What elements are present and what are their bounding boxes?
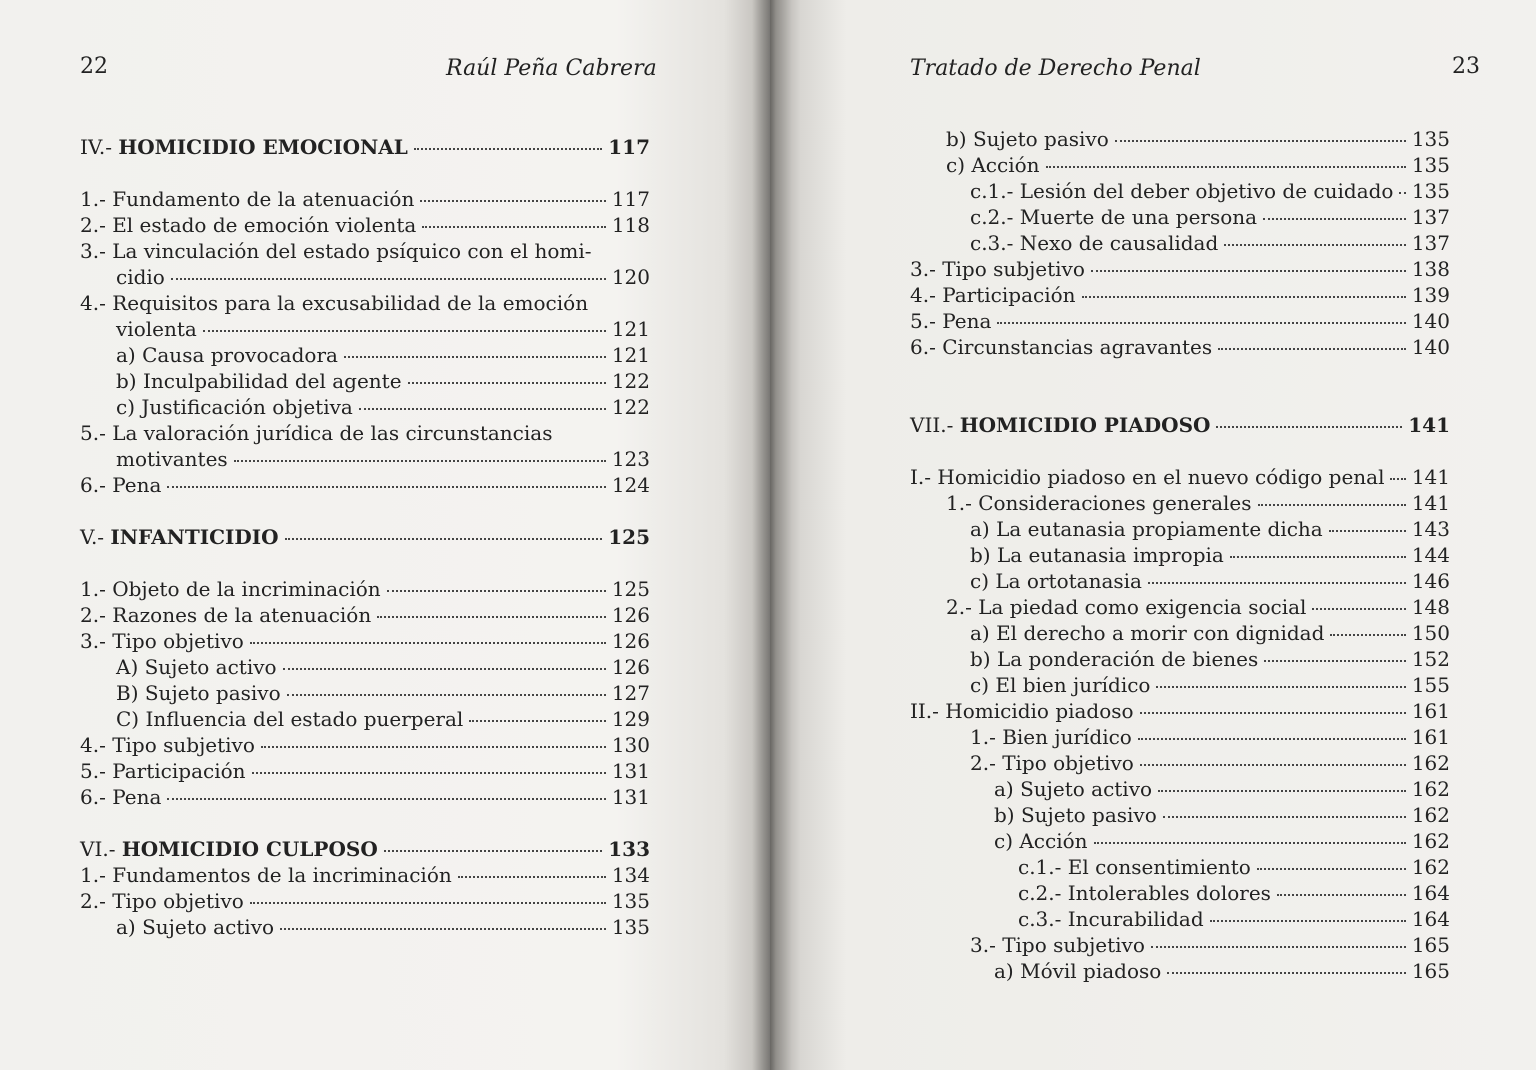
dot-leader — [280, 928, 606, 930]
toc-entry — [80, 316, 650, 342]
running-head: Tratado de Derecho Penal — [910, 56, 1201, 81]
dot-leader — [387, 590, 606, 592]
dot-leader — [420, 200, 605, 202]
toc-entry — [80, 576, 650, 602]
toc-entry-title — [116, 368, 402, 394]
toc-entry — [910, 932, 1450, 958]
toc-page-number: 126 — [611, 603, 650, 627]
toc-entry — [910, 152, 1450, 178]
toc-entry-title — [994, 802, 1157, 828]
toc-page-number: 131 — [611, 759, 650, 783]
dot-leader — [1399, 192, 1405, 194]
toc-spacer — [910, 438, 1450, 464]
toc-page-number: 137 — [1411, 205, 1450, 229]
toc-page-number: 121 — [611, 317, 650, 341]
dot-leader — [285, 538, 603, 540]
toc-entry-text: 1.- Objeto de la incriminación — [80, 577, 381, 601]
toc-entry — [80, 602, 650, 628]
toc-entry-title — [910, 412, 1210, 438]
dot-leader — [252, 772, 606, 774]
toc-entry-title — [80, 238, 592, 264]
toc-entry-title — [994, 958, 1161, 984]
toc-entry-text: 6.- Pena — [80, 473, 162, 497]
toc-entry-text: violenta — [116, 317, 197, 341]
toc-entry — [910, 594, 1450, 620]
toc-spacer — [80, 498, 650, 524]
toc-entry-title — [970, 178, 1393, 204]
toc-entry-title — [970, 620, 1324, 646]
toc-entry-title — [946, 490, 1252, 516]
toc-entry-text: c.3.- Nexo de causalidad — [970, 231, 1219, 255]
toc-entry-title — [80, 628, 244, 654]
toc-entry-title — [970, 750, 1134, 776]
toc-entry-title — [910, 282, 1076, 308]
toc-entry-text: a) Sujeto activo — [116, 915, 275, 939]
toc-entry-title — [80, 602, 371, 628]
toc-entry — [80, 264, 650, 290]
toc-entry-text: motivantes — [116, 447, 228, 471]
toc-entry-title — [116, 706, 463, 732]
dot-leader — [1263, 218, 1406, 220]
toc-page-number: 122 — [611, 369, 650, 393]
toc-page-number: 130 — [611, 733, 650, 757]
toc-entry — [910, 958, 1450, 984]
toc-page-number: 122 — [611, 395, 650, 419]
toc-entry-text: b) La ponderación de bienes — [970, 647, 1259, 671]
toc-entry — [80, 212, 650, 238]
toc-page-number: 146 — [1411, 569, 1450, 593]
toc-entry-text: 3.- Tipo subjetivo — [910, 257, 1085, 281]
toc-entry — [910, 334, 1450, 360]
toc-entry-text: c) Justificación objetiva — [116, 395, 353, 419]
toc-page-number: 164 — [1411, 881, 1450, 905]
dot-leader — [1140, 764, 1406, 766]
toc-entry-title — [910, 334, 1212, 360]
toc-page-number: 162 — [1411, 829, 1450, 853]
toc-page-number: 141 — [1411, 491, 1450, 515]
toc-entry-text: b) Inculpabilidad del agente — [116, 369, 402, 393]
toc-entry-text: c) Acción — [946, 153, 1040, 177]
dot-leader — [250, 902, 606, 904]
toc-entry — [910, 464, 1450, 490]
dot-leader — [469, 720, 605, 722]
dot-leader — [234, 460, 606, 462]
toc-spacer — [80, 160, 650, 186]
toc-section-number: VII.- — [910, 413, 960, 437]
toc-entry-title — [946, 126, 1109, 152]
dot-leader — [1158, 790, 1406, 792]
dot-leader — [344, 356, 606, 358]
toc-entry-title — [994, 828, 1088, 854]
toc-entry — [910, 906, 1450, 932]
toc-entry — [80, 368, 650, 394]
toc-entry-text: HOMICIDIO EMOCIONAL — [118, 135, 408, 159]
dot-leader — [250, 642, 606, 644]
dot-leader — [997, 322, 1405, 324]
toc-page-number: 137 — [1411, 231, 1450, 255]
toc-entry — [80, 472, 650, 498]
toc-entry-title — [80, 888, 244, 914]
toc-page-number: 140 — [1411, 309, 1450, 333]
toc-entry-title — [116, 654, 277, 680]
dot-leader — [1330, 634, 1405, 636]
toc-entry-title — [970, 516, 1323, 542]
dot-leader — [1224, 244, 1406, 246]
dot-leader — [1390, 478, 1405, 480]
toc-entry — [910, 230, 1450, 256]
toc-entry-title — [1018, 880, 1271, 906]
toc-entry — [910, 724, 1450, 750]
toc-entry-text: a) La eutanasia propiamente dicha — [970, 517, 1323, 541]
toc-entry-text: HOMICIDIO PIADOSO — [959, 413, 1211, 437]
toc-entry-title — [910, 256, 1085, 282]
toc-page-number: 162 — [1411, 777, 1450, 801]
toc-page-number: 135 — [1411, 127, 1450, 151]
toc-entry-title — [80, 134, 408, 160]
right-page — [770, 0, 1536, 1070]
toc-entry-text: B) Sujeto pasivo — [116, 681, 281, 705]
toc-page-number: 138 — [1411, 257, 1450, 281]
toc-page-number: 121 — [611, 343, 650, 367]
toc-page-number: 125 — [608, 525, 650, 549]
dot-leader — [1138, 738, 1406, 740]
page-number: 23 — [1452, 54, 1480, 79]
toc-entry-text: 2.- La piedad como exigencia social — [946, 595, 1307, 619]
toc-spacer — [80, 810, 650, 836]
toc-entry — [80, 758, 650, 784]
dot-leader — [283, 668, 606, 670]
toc-section-heading — [80, 836, 650, 862]
toc-page-number: 148 — [1411, 595, 1450, 619]
toc-entry — [910, 620, 1450, 646]
toc-page-number: 135 — [1411, 179, 1450, 203]
toc-entry-text: c) El bien jurídico — [970, 673, 1151, 697]
toc-entry-title — [970, 724, 1132, 750]
dot-leader — [422, 226, 605, 228]
toc-entry-text: 4.- Participación — [910, 283, 1076, 307]
toc-entry-title — [910, 698, 1134, 724]
toc-entry-title — [80, 732, 255, 758]
toc-entry-title — [946, 594, 1306, 620]
toc-entry — [80, 862, 650, 888]
toc-entry-text: I.- Homicidio piadoso en el nuevo código penal — [910, 465, 1385, 489]
toc-page-number: 126 — [611, 655, 650, 679]
running-head: Raúl Peña Cabrera — [446, 56, 657, 81]
toc-entry — [80, 888, 650, 914]
toc-entry-text: 4.- Requisitos para la excusabilidad de la emoción — [80, 291, 589, 315]
toc-spacer — [80, 550, 650, 576]
toc-entry — [80, 394, 650, 420]
toc-page-number: 129 — [611, 707, 650, 731]
dot-leader — [1082, 296, 1406, 298]
toc-entry — [80, 706, 650, 732]
toc-entry-text: a) Móvil piadoso — [994, 959, 1162, 983]
dot-leader — [261, 746, 606, 748]
dot-leader — [1218, 348, 1406, 350]
toc-entry-text: 5.- Participación — [80, 759, 246, 783]
toc-entry-title — [116, 394, 353, 420]
toc-entry-text: 3.- Tipo subjetivo — [970, 933, 1145, 957]
dot-leader — [377, 616, 606, 618]
toc-entry — [80, 446, 650, 472]
toc-entry — [80, 914, 650, 940]
toc-entry — [910, 516, 1450, 542]
toc-section-heading — [80, 134, 650, 160]
toc-entry — [910, 646, 1450, 672]
toc-entry-title — [116, 914, 274, 940]
toc-page-number: 141 — [1411, 465, 1450, 489]
toc-entry-text: 6.- Pena — [80, 785, 162, 809]
toc-spacer — [910, 360, 1450, 386]
toc-entry-title — [80, 420, 552, 446]
table-of-contents — [910, 126, 1450, 984]
toc-entry-title — [946, 152, 1040, 178]
toc-page-number: 117 — [608, 135, 650, 159]
toc-entry-title — [970, 542, 1224, 568]
toc-entry-text: b) La eutanasia impropia — [970, 543, 1224, 567]
dot-leader — [1156, 686, 1405, 688]
toc-entry-title — [80, 836, 378, 862]
dot-leader — [359, 408, 606, 410]
toc-entry-title — [116, 680, 281, 706]
toc-section-number: VI.- — [80, 837, 122, 861]
toc-entry-text: c.1.- Lesión del deber objetivo de cuidado — [970, 179, 1394, 203]
dot-leader — [1210, 920, 1406, 922]
toc-entry-text: c.2.- Intolerables dolores — [1018, 881, 1271, 905]
toc-entry-text: INFANTICIDIO — [110, 525, 279, 549]
toc-page-number: 161 — [1411, 725, 1450, 749]
toc-entry-text: a) Sujeto activo — [994, 777, 1153, 801]
toc-entry-title — [116, 316, 197, 342]
dot-leader — [167, 798, 605, 800]
toc-entry-text: cidio — [116, 265, 165, 289]
toc-entry-title — [910, 464, 1384, 490]
toc-page-number: 135 — [1411, 153, 1450, 177]
toc-entry-text: c) Acción — [994, 829, 1088, 853]
toc-entry-text: HOMICIDIO CULPOSO — [121, 837, 378, 861]
toc-page-number: 162 — [1411, 751, 1450, 775]
toc-entry-title — [80, 758, 246, 784]
toc-page-number: 127 — [611, 681, 650, 705]
toc-page-number: 161 — [1411, 699, 1450, 723]
toc-entry — [80, 420, 650, 446]
page-number: 22 — [80, 54, 108, 79]
toc-page-number: 117 — [611, 187, 650, 211]
toc-entry-text: c) La ortotanasia — [970, 569, 1142, 593]
toc-entry-title — [80, 472, 161, 498]
toc-page-number: 118 — [611, 213, 650, 237]
toc-entry-text: 1.- Consideraciones generales — [946, 491, 1252, 515]
toc-page-number: 135 — [611, 889, 650, 913]
toc-page-number: 126 — [611, 629, 650, 653]
table-of-contents — [80, 134, 650, 940]
toc-page-number: 152 — [1411, 647, 1450, 671]
toc-entry — [80, 238, 650, 264]
toc-entry-text: 1.- Fundamentos de la incriminación — [80, 863, 452, 887]
toc-page-number: 162 — [1411, 803, 1450, 827]
toc-entry-title — [80, 524, 279, 550]
toc-entry-text: 5.- La valoración jurídica de las circunstancias — [80, 421, 553, 445]
toc-entry — [910, 828, 1450, 854]
toc-page-number: 124 — [611, 473, 650, 497]
dot-leader — [171, 278, 606, 280]
toc-page-number: 125 — [611, 577, 650, 601]
toc-entry-text: C) Influencia del estado puerperal — [116, 707, 464, 731]
toc-entry-text: c.3.- Incurabilidad — [1018, 907, 1204, 931]
toc-page-number: 165 — [1411, 959, 1450, 983]
toc-entry — [910, 542, 1450, 568]
dot-leader — [203, 330, 606, 332]
toc-entry-title — [1018, 854, 1251, 880]
dot-leader — [384, 850, 603, 852]
dot-leader — [1216, 426, 1402, 428]
toc-page-number: 135 — [611, 915, 650, 939]
toc-entry-title — [1018, 906, 1204, 932]
toc-entry — [80, 628, 650, 654]
toc-entry-text: 2.- Tipo objetivo — [80, 889, 244, 913]
toc-entry-title — [970, 568, 1142, 594]
toc-page-number: 133 — [608, 837, 650, 861]
toc-entry-title — [970, 932, 1145, 958]
dot-leader — [1163, 816, 1406, 818]
dot-leader — [1140, 712, 1406, 714]
dot-leader — [1148, 582, 1406, 584]
toc-entry-text: II.- Homicidio piadoso — [910, 699, 1134, 723]
dot-leader — [1115, 140, 1406, 142]
toc-entry — [910, 568, 1450, 594]
dot-leader — [408, 382, 606, 384]
toc-entry-title — [80, 862, 452, 888]
toc-entry-text: a) El derecho a morir con dignidad — [970, 621, 1325, 645]
dot-leader — [1091, 270, 1406, 272]
toc-entry-text: 3.- Tipo objetivo — [80, 629, 244, 653]
toc-entry-text: 1.- Fundamento de la atenuación — [80, 187, 415, 211]
toc-page-number: 165 — [1411, 933, 1450, 957]
toc-page-number: 164 — [1411, 907, 1450, 931]
toc-entry-text: A) Sujeto activo — [116, 655, 277, 679]
toc-page-number: 155 — [1411, 673, 1450, 697]
toc-entry-text: 2.- El estado de emoción violenta — [80, 213, 417, 237]
dot-leader — [167, 486, 605, 488]
toc-entry-text: a) Causa provocadora — [116, 343, 338, 367]
toc-page-number: 131 — [611, 785, 650, 809]
toc-page-number: 144 — [1411, 543, 1450, 567]
toc-entry-title — [80, 290, 588, 316]
dot-leader — [1167, 972, 1405, 974]
toc-entry — [80, 680, 650, 706]
toc-entry — [910, 672, 1450, 698]
toc-section-heading — [910, 412, 1450, 438]
dot-leader — [1151, 946, 1406, 948]
toc-entry — [910, 802, 1450, 828]
toc-entry — [910, 776, 1450, 802]
toc-entry-text: 4.- Tipo subjetivo — [80, 733, 255, 757]
toc-entry — [910, 854, 1450, 880]
toc-entry — [910, 880, 1450, 906]
toc-entry-title — [80, 784, 161, 810]
dot-leader — [1277, 894, 1406, 896]
toc-spacer — [910, 386, 1450, 412]
dot-leader — [1094, 842, 1406, 844]
toc-entry-text: c.1.- El consentimiento — [1018, 855, 1251, 879]
dot-leader — [1046, 166, 1406, 168]
toc-entry-title — [970, 204, 1257, 230]
dot-leader — [414, 148, 602, 150]
toc-entry — [910, 256, 1450, 282]
dot-leader — [1329, 530, 1406, 532]
toc-entry-text: c.2.- Muerte de una persona — [970, 205, 1258, 229]
toc-entry-text: b) Sujeto pasivo — [946, 127, 1109, 151]
toc-page-number: 123 — [611, 447, 650, 471]
toc-entry-title — [116, 342, 338, 368]
toc-entry-text: 3.- La vinculación del estado psíquico con el homi- — [80, 239, 592, 263]
toc-entry — [910, 282, 1450, 308]
toc-entry-text: 1.- Bien jurídico — [970, 725, 1132, 749]
toc-entry-title — [116, 446, 228, 472]
toc-entry — [910, 750, 1450, 776]
dot-leader — [1312, 608, 1405, 610]
toc-page-number: 140 — [1411, 335, 1450, 359]
toc-entry-title — [910, 308, 991, 334]
dot-leader — [458, 876, 606, 878]
toc-entry-title — [970, 672, 1150, 698]
toc-entry — [910, 490, 1450, 516]
toc-entry-title — [970, 230, 1218, 256]
dot-leader — [1258, 504, 1406, 506]
toc-entry-title — [80, 186, 414, 212]
toc-entry-text: 2.- Tipo objetivo — [970, 751, 1134, 775]
toc-entry — [910, 178, 1450, 204]
toc-page-number: 120 — [611, 265, 650, 289]
toc-section-heading — [80, 524, 650, 550]
toc-page-number: 134 — [611, 863, 650, 887]
toc-entry — [910, 698, 1450, 724]
toc-entry — [910, 308, 1450, 334]
toc-entry — [80, 290, 650, 316]
toc-section-number: V.- — [80, 525, 111, 549]
toc-page-number: 162 — [1411, 855, 1450, 879]
dot-leader — [287, 694, 606, 696]
dot-leader — [1230, 556, 1406, 558]
toc-entry-text: 5.- Pena — [910, 309, 992, 333]
toc-entry-title — [80, 576, 381, 602]
toc-entry-text: 2.- Razones de la atenuación — [80, 603, 372, 627]
toc-page-number: 150 — [1411, 621, 1450, 645]
toc-entry — [910, 126, 1450, 152]
toc-entry — [80, 784, 650, 810]
toc-entry-title — [80, 212, 416, 238]
toc-entry-text: b) Sujeto pasivo — [994, 803, 1157, 827]
dot-leader — [1264, 660, 1406, 662]
toc-section-number: IV.- — [80, 135, 119, 159]
toc-entry — [910, 204, 1450, 230]
toc-page-number: 141 — [1408, 413, 1450, 437]
toc-entry — [80, 654, 650, 680]
toc-entry-title — [994, 776, 1152, 802]
toc-page-number: 143 — [1411, 517, 1450, 541]
toc-entry-title — [116, 264, 165, 290]
toc-entry-title — [970, 646, 1258, 672]
toc-entry-text: 6.- Circunstancias agravantes — [910, 335, 1213, 359]
dot-leader — [1257, 868, 1406, 870]
toc-page-number: 139 — [1411, 283, 1450, 307]
toc-entry — [80, 342, 650, 368]
toc-entry — [80, 186, 650, 212]
toc-entry — [80, 732, 650, 758]
